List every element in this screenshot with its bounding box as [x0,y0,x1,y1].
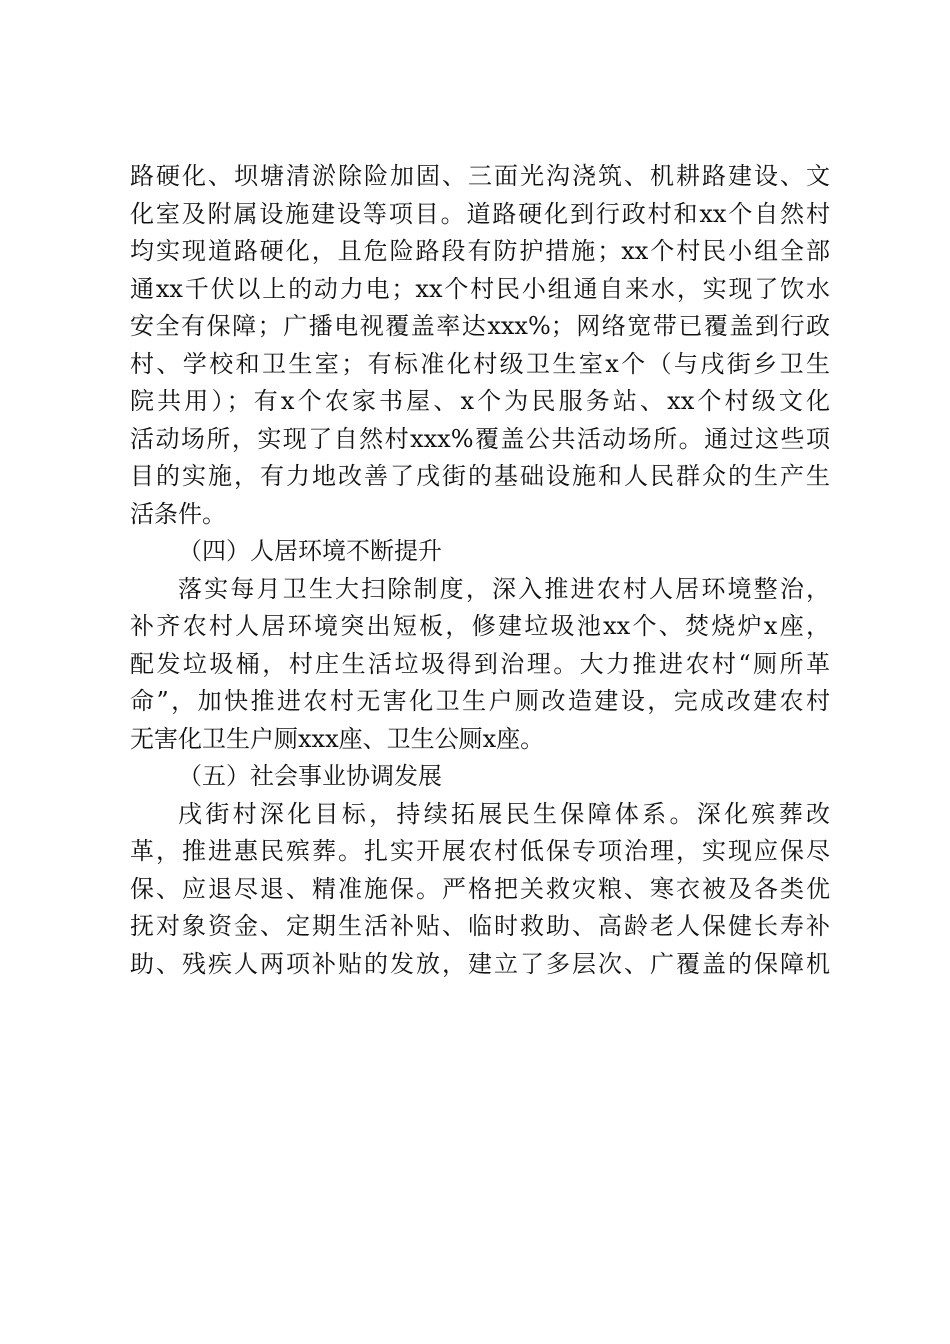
text-line: 化室及附属设施建设等项目。道路硬化到行政村和xx个自然村 [130,199,830,228]
paragraph-infrastructure [130,158,830,533]
text-line: 均实现道路硬化，且危险路段有防护措施；xx个村民小组全部 [130,237,830,265]
paragraph-social-development [130,796,830,984]
text-line: 无害化卫生户厕xxx座、卫生公厕x座。 [130,724,545,753]
paragraph-living-environment [130,571,830,759]
text-line: 通xx千伏以上的动力电；xx个村民小组通自来水，实现了饮水 [130,274,830,303]
text-line: 配发垃圾桶，村庄生活垃圾得到治理。大力推进农村“厕所革 [130,649,830,678]
text-line: 路硬化、坝塘清淤除险加固、三面光沟浇筑、机耕路建设、文 [130,162,830,190]
section-heading-social-development: （五）社会事业协调发展 [178,762,442,790]
text-line: 戌街村深化目标，持续拓展民生保障体系。深化殡葬改 [178,799,830,828]
text-line: 保、应退尽退、精准施保。严格把关救灾粮、寒衣被及各类优 [130,874,830,903]
text-line: 革，推进惠民殡葬。扎实开展农村低保专项治理，实现应保尽 [130,837,830,865]
text-line: 活动场所，实现了自然村xxx%覆盖公共活动场所。通过这些项 [130,424,830,453]
text-line: 目的实施，有力地改善了戌街的基础设施和人民群众的生产生 [130,462,830,490]
document-body [130,158,830,983]
text-line: 命”，加快推进农村无害化卫生户厕改造建设，完成改建农村 [130,687,830,715]
text-line: 落实每月卫生大扫除制度，深入推进农村人居环境整治， [178,574,830,603]
text-line: 抚对象资金、定期生活补贴、临时救助、高龄老人保健长寿补 [130,912,830,940]
section-heading-living-environment: （四）人居环境不断提升 [178,537,442,565]
text-line: 活条件。 [130,499,226,528]
text-line: 助、残疾人两项补贴的发放，建立了多层次、广覆盖的保障机 [130,949,830,978]
text-line: 院共用）；有x个农家书屋、x个为民服务站、xx个村级文化 [130,387,830,415]
text-line: 安全有保障；广播电视覆盖率达xxx%；网络宽带已覆盖到行政 [130,312,830,340]
text-line: 村、学校和卫生室；有标准化村级卫生室x个（与戌街乡卫生 [130,349,830,378]
text-line: 补齐农村人居环境突出短板，修建垃圾池xx个、焚烧炉x座， [130,612,830,640]
